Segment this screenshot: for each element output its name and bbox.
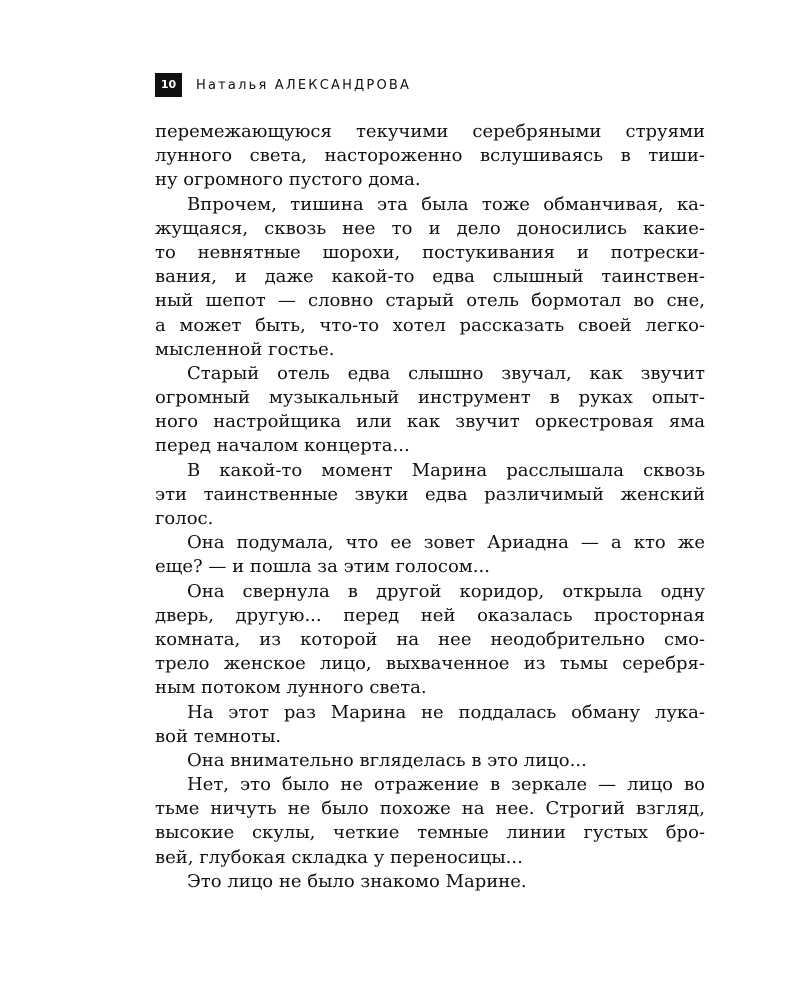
- text-line: вой темноты.: [155, 725, 282, 747]
- text-line: ну огромного пустого дома.: [155, 169, 421, 191]
- text-line: Она внимательно вгляделась в это лицо...: [187, 749, 587, 771]
- text-line: комната, из которой на нее неодобрительно смо-: [155, 628, 705, 650]
- text-line: В какой-то момент Марина расслышала сквозь: [187, 459, 705, 481]
- text-line: трело женское лицо, выхваченное из тьмы серебря-: [155, 653, 705, 675]
- text-line: Впрочем, тишина эта была тоже обманчивая, ка-: [187, 193, 705, 215]
- text-line: жущаяся, сквозь нее то и дело доносились какие-: [155, 217, 705, 239]
- text-line: На этот раз Марина не поддалась обману лука-: [187, 701, 705, 723]
- text-line: тьме ничуть не было похоже на нее. Строгий взгляд,: [155, 798, 705, 820]
- text-line: Она свернула в другой коридор, открыла одну: [187, 580, 705, 602]
- text-line: дверь, другую... перед ней оказалась просторная: [155, 604, 705, 626]
- text-line: высокие скулы, четкие темные линии густых бро-: [155, 822, 705, 844]
- text-line: Она подумала, что ее зовет Ариадна — а кто же: [187, 532, 705, 554]
- text-line: вей, глубокая складка у переносицы...: [155, 846, 523, 868]
- text-line: мысленной гостье.: [155, 338, 335, 360]
- text-line: еще? — и пошла за этим голосом...: [155, 556, 490, 578]
- text-line: ный шепот — словно старый отель бормотал во сне,: [155, 290, 705, 312]
- page-header: [155, 73, 411, 97]
- text-line: то невнятные шорохи, постукивания и потрески-: [155, 241, 705, 263]
- text-line: а может быть, что-то хотел рассказать своей легко-: [155, 314, 705, 336]
- text-line: ным потоком лунного света.: [155, 677, 427, 699]
- text-line: Старый отель едва слышно звучал, как звучит: [187, 362, 705, 384]
- text-line: лунного света, настороженно вслушиваясь в тиши-: [155, 145, 705, 167]
- text-line: Нет, это было не отражение в зеркале — лицо во: [187, 774, 705, 796]
- text-line: Это лицо не было знакомо Марине.: [187, 870, 527, 892]
- text-line: перемежающуюся текучими серебряными струями: [155, 121, 705, 142]
- running-head: Наталья АЛЕКСАНДРОВА: [196, 77, 412, 93]
- text-line: огромный музыкальный инструмент в руках опыт-: [155, 387, 705, 409]
- body-text: [155, 120, 705, 894]
- text-line: перед началом концерта...: [155, 435, 410, 457]
- text-line: эти таинственные звуки едва различимый женский: [155, 483, 705, 505]
- page-number: 10: [155, 73, 182, 97]
- text-line: вания, и даже какой-то едва слышный таинствен-: [155, 266, 705, 288]
- text-line: ного настройщика или как звучит оркестровая яма: [155, 411, 705, 433]
- text-line: голос.: [155, 508, 214, 529]
